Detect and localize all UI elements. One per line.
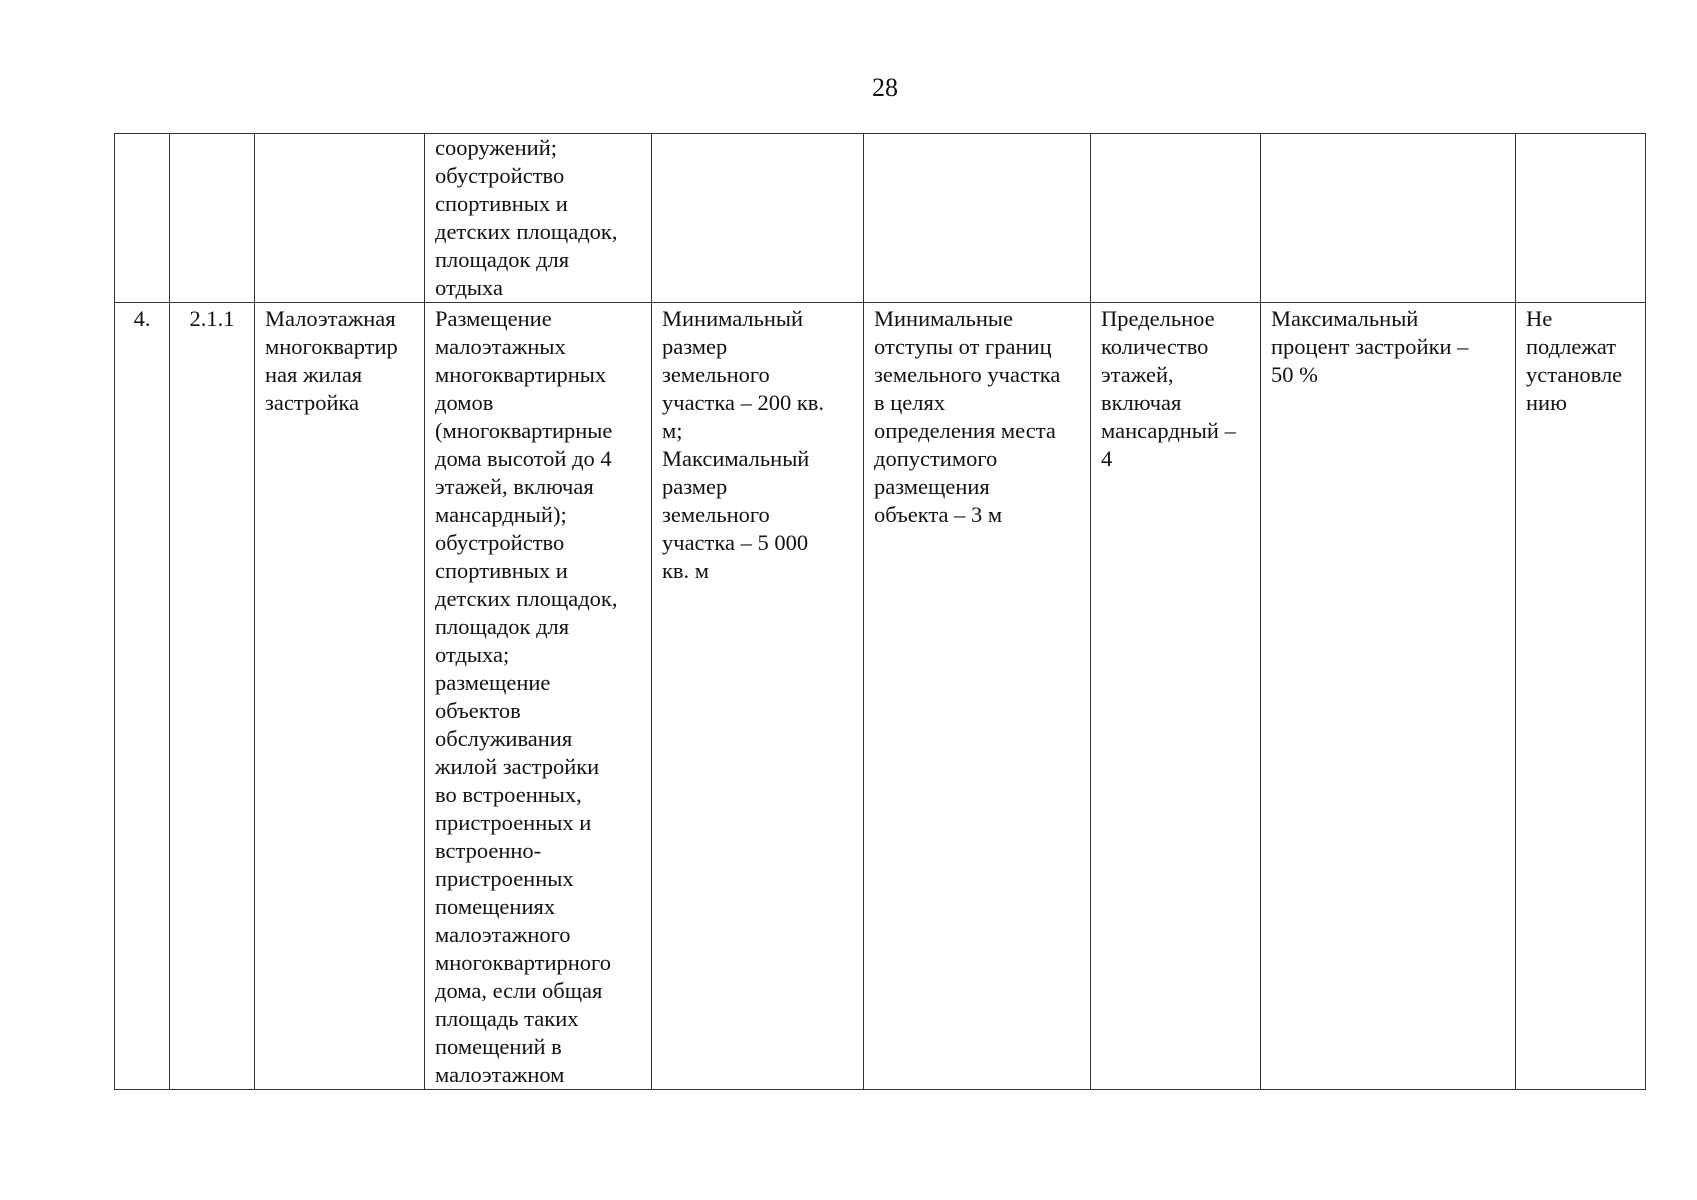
cell-number-text: 4. (133, 306, 151, 331)
cell-plot-size (652, 303, 864, 1090)
table-row (115, 303, 1646, 1090)
cell-setbacks (864, 303, 1091, 1090)
table-row-continuation (115, 134, 1646, 303)
cell-floors (1091, 303, 1261, 1090)
cell-floors-text: Предельное количество этажей, включая мансардный – 4 (1101, 306, 1236, 471)
cell-number (115, 134, 170, 303)
cell-use-description-text: сооружений; обустройство спортивных и детских площадок, площадок для отдыха (435, 135, 618, 300)
cell-other-text: Не подлежат установле нию (1526, 306, 1623, 415)
cell-use-name-text: Малоэтажная многоквартир ная жилая застройка (265, 306, 398, 415)
cell-use-description-text: Размещение малоэтажных многоквартирных домов (многоквартирные дома высотой до 4 этажей, включая мансардный); обустройство спортивных и детских площадок, площадок для отдыха; размещение объектов обслуживания жилой застройки во встроенных, пристроенных и встроенно- пристроенных помещениях малоэтажного многоквартирного дома, если общая площадь таких помещений в малоэтажном (435, 306, 618, 1087)
page-number: 28 (872, 73, 898, 102)
cell-coverage-text: Максимальный процент застройки – 50 % (1271, 306, 1469, 387)
cell-plot-size (652, 134, 864, 303)
cell-setbacks-text: Минимальные отступы от границ земельного участка в целях определения места допустимого размещения объекта – 3 м (874, 306, 1061, 527)
cell-setbacks (864, 134, 1091, 303)
cell-other (1516, 303, 1646, 1090)
cell-coverage (1261, 303, 1516, 1090)
cell-number (115, 303, 170, 1090)
cell-use-name (255, 303, 425, 1090)
cell-use-description (425, 134, 652, 303)
cell-coverage (1261, 134, 1516, 303)
cell-code-text: 2.1.1 (189, 306, 235, 331)
zoning-regulations-table (114, 133, 1646, 1090)
cell-use-description (425, 303, 652, 1090)
cell-other (1516, 134, 1646, 303)
cell-plot-size-text: Минимальный размер земельного участка – 200 кв. м; Максимальный размер земельного участка – 5 000 кв. м (662, 306, 825, 583)
cell-code (170, 303, 255, 1090)
cell-code (170, 134, 255, 303)
cell-floors (1091, 134, 1261, 303)
cell-use-name (255, 134, 425, 303)
